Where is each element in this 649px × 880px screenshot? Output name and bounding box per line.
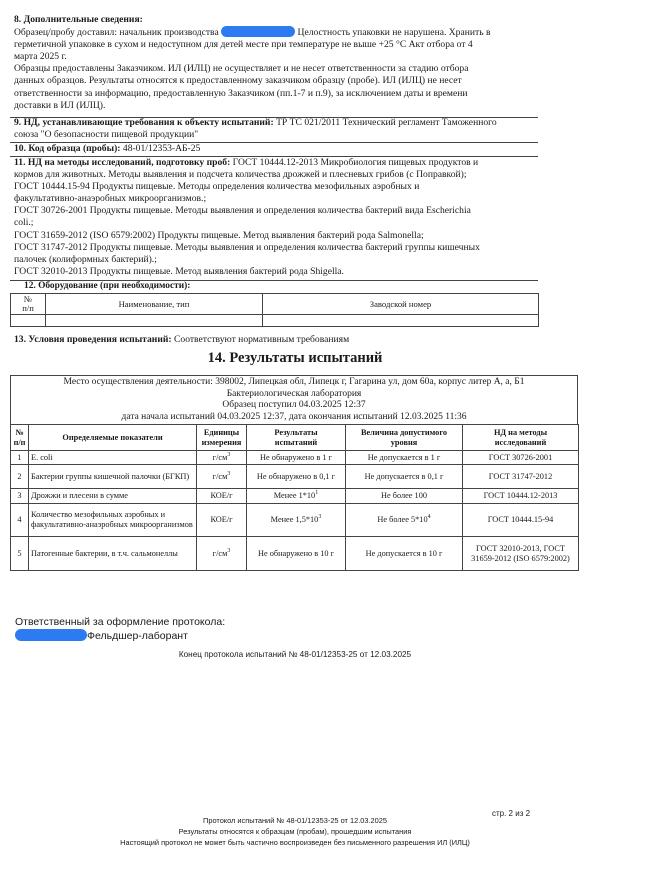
row-method: ГОСТ 30726-2001: [463, 451, 579, 465]
section-13: [14, 334, 539, 346]
method-line: ГОСТ 31659-2012 (ISO 6579:2002) Продукты пищевые. Метод выявления бактерий рода Salmonella;: [14, 229, 424, 241]
method-line: ГОСТ 30726-2001 Продукты пищевые. Методы выявления и определения количества бактерий вида Escherichia: [14, 205, 471, 217]
section-8-title: 8. Дополнительные сведения:: [14, 14, 143, 25]
row-limit: Не более $5*10^4$: [346, 504, 463, 537]
test-dates: дата начала испытаний 04.03.2025 12:37, дата окончания испытаний 12.03.2025 11:36: [121, 411, 467, 422]
notice-line-1: Образцы предоставлены Заказчиком. ИЛ (ИЛЦ) не осуществляет и не несет ответственности за стадию отбора: [14, 63, 469, 75]
regulation-text-2: союза "О безопасности пищевой продукции": [14, 129, 199, 141]
test-conditions: Соответствуют нормативным требованиям: [174, 334, 350, 345]
row-unit: КОЕ/г: [197, 504, 247, 537]
equipment-empty-cell: [11, 315, 46, 327]
section-11: [14, 157, 539, 278]
equipment-empty-cell: [46, 315, 263, 327]
section-10-title: 10. Код образца (пробы):: [14, 143, 121, 154]
regulation-text: ТР ТС 021/2011 Технический регламент Таможенного: [276, 117, 497, 128]
packaging-text: Целостность упаковки не нарушена. Хранить в: [297, 27, 491, 39]
notice-line-4: доставки в ИЛ (ИЛЦ).: [14, 99, 106, 111]
footer: [0, 815, 590, 848]
header-no: №: [15, 427, 24, 437]
equipment-col-name: Наименование, тип: [46, 294, 263, 315]
page-number: стр. 2 из 2: [492, 809, 531, 818]
sample-code: 48-01/12353-АБ-25: [122, 143, 201, 154]
row-unit: КОЕ/г: [197, 489, 247, 504]
header-units: Единицы: [203, 427, 240, 437]
row-method: ГОСТ 10444.12-2013: [463, 489, 579, 504]
header-result: Результаты: [274, 427, 318, 437]
table-row: 4 Количество мезофильных аэробных и факультативно-анаэробных микроорганизмов КОЕ/г Менее $1,5*10^3$ Не более $5*10^4$ ГОСТ 10444.15-94: [11, 504, 579, 537]
activity-place: Место осуществления деятельности: 398002, Липецкая обл, Липецк г, Гагарина ул, дом 60а, корпус литер А, а, Б1: [63, 377, 525, 387]
equipment-col-serial: Заводской номер: [263, 294, 539, 315]
results-header-row: № п/п Определяемые показатели Единицы измерения Результаты испытаний Величина допустимого уровня НД на методы исследований: [11, 425, 579, 451]
equipment-col-no: №: [23, 294, 33, 304]
row-indicator: Количество мезофильных аэробных и факультативно-анаэробных микроорганизмов: [29, 504, 197, 537]
sample-received: Образец поступил 04.03.2025 12:37: [222, 400, 366, 410]
section-9-title: 9. НД, устанавливающие требования к объекту испытаний:: [14, 117, 274, 128]
table-row: 2 Бактерии группы кишечной палочки (БГКП) $г/см^3$ Не обнаружено в 0,1 г Не допускается в 0,1 г ГОСТ 31747-2012: [11, 465, 579, 489]
row-limit: Не допускается в 1 г: [346, 451, 463, 465]
method-line: кормов для животных. Методы выявления и подсчета количества дрожжей и плесневых грибов (с Поправкой);: [14, 169, 467, 181]
row-unit: $г/см^3$: [197, 465, 247, 489]
results-info-block: [10, 375, 578, 425]
header-method: НД на методы: [493, 427, 548, 437]
section-9: [14, 117, 539, 141]
results-table: [10, 424, 579, 571]
row-method: ГОСТ 10444.15-94: [463, 504, 579, 537]
redacted-name: [221, 26, 295, 37]
row-unit: $г/см^3$: [197, 451, 247, 465]
equipment-empty-cell: [263, 315, 539, 327]
footer-protocol-no: Протокол испытаний № 48-01/12353-25 от 12.03.2025: [203, 816, 387, 825]
row-limit: Не более 100: [346, 489, 463, 504]
row-limit: Не допускается в 10 г: [346, 537, 463, 571]
row-indicator: Бактерии группы кишечной палочки (БГКП): [29, 465, 197, 489]
section-13-title: 13. Условия проведения испытаний:: [14, 334, 172, 345]
row-result: Не обнаружено в 0,1 г: [247, 465, 346, 489]
responsible-label: Ответственный за оформление протокола:: [15, 616, 226, 628]
row-limit: Не допускается в 0,1 г: [346, 465, 463, 489]
notice-line-3: ответственности за информацию, предоставленную Заказчиком (пп.1-7 и п.9), за исключением даты и времени: [14, 87, 468, 99]
header-limit: Величина допустимого: [360, 427, 448, 437]
redacted-name: [15, 629, 87, 641]
table-row: 5 Патогенные бактерии, в т.ч. сальмонеллы $г/см^3$ Не обнаружено в 10 г Не допускается в 10 г ГОСТ 32010-2013, ГОСТ 31659-2012 (ISO 6579:2002): [11, 537, 579, 571]
table-row: 3 Дрожжи и плесени в сумме КОЕ/г Менее $1*10^1$ Не более 100 ГОСТ 10444.12-2013: [11, 489, 579, 504]
method-line: ГОСТ 10444.12-2013 Микробиология пищевых продуктов и: [232, 157, 479, 168]
lab-name: Бактериологическая лаборатория: [226, 388, 362, 399]
storage-text: герметичной упаковке в сухом и недоступном для детей месте при температуре не выше +25 °С Акт отбора от 4: [14, 39, 473, 51]
footer-results-note: Результаты относятся к образцам (пробам), прошедшим испытания: [178, 827, 412, 836]
row-indicator: Дрожжи и плесени в сумме: [29, 489, 197, 504]
method-line: факультативно-анаэробных микроорганизмов.;: [14, 193, 207, 205]
method-line: coli.;: [14, 217, 34, 229]
row-result: Не обнаружено в 1 г: [247, 451, 346, 465]
row-indicator: E. coli: [29, 451, 197, 465]
row-result: Не обнаружено в 10 г: [247, 537, 346, 571]
row-unit: $г/см^3$: [197, 537, 247, 571]
section-8: [14, 14, 539, 112]
responsible-block: [15, 616, 225, 643]
section-12-title: 12. Оборудование (при необходимости):: [24, 281, 191, 291]
section-10: [14, 143, 539, 155]
equipment-table: № п/п Наименование, тип Заводской номер: [10, 293, 539, 327]
responsible-position: Фельдшер-лаборант: [87, 630, 188, 642]
row-method: ГОСТ 31747-2012: [463, 465, 579, 489]
end-of-protocol-note: Конец протокола испытаний № 48-01/12353-25 от 12.03.2025: [178, 650, 412, 659]
method-line: ГОСТ 10444.15-94 Продукты пищевые. Методы определения количества мезофильных аэробных и: [14, 181, 420, 193]
table-row: 1 E. coli $г/см^3$ Не обнаружено в 1 г Не допускается в 1 г ГОСТ 30726-2001: [11, 451, 579, 465]
act-date-text: марта 2025 г.: [14, 51, 67, 63]
results-title: 14. Результаты испытаний: [207, 350, 383, 366]
method-line: ГОСТ 32010-2013 Продукты пищевые. Метод выявления бактерий рода Shigella.: [14, 265, 344, 277]
row-result: Менее $1*10^1$: [247, 489, 346, 504]
header-indicator: Определяемые показатели: [29, 425, 197, 451]
method-line: ГОСТ 31747-2012 Продукты пищевые. Методы выявления и определения количества бактерий группы кишечных: [14, 241, 480, 253]
section-11-title: 11. НД на методы исследований, подготовку проб:: [14, 157, 231, 168]
notice-line-2: данных образцов. Результаты относятся к предоставленному заказчиком образцу (пробе). ИЛ (ИЛЦ) не несет: [14, 75, 462, 87]
row-method: ГОСТ 32010-2013, ГОСТ 31659-2012 (ISO 6579:2002): [463, 537, 579, 571]
row-result: Менее $1,5*10^3$: [247, 504, 346, 537]
footer-reproduction-note: Настоящий протокол не может быть частично воспроизведен без письменного разрешения ИЛ (ИЛЦ): [120, 838, 470, 847]
delivered-by-text: Образец/пробу доставил: начальник производства: [14, 27, 219, 39]
method-line: палочек (колиформных бактерий).;: [14, 253, 157, 265]
row-indicator: Патогенные бактерии, в т.ч. сальмонеллы: [29, 537, 197, 571]
